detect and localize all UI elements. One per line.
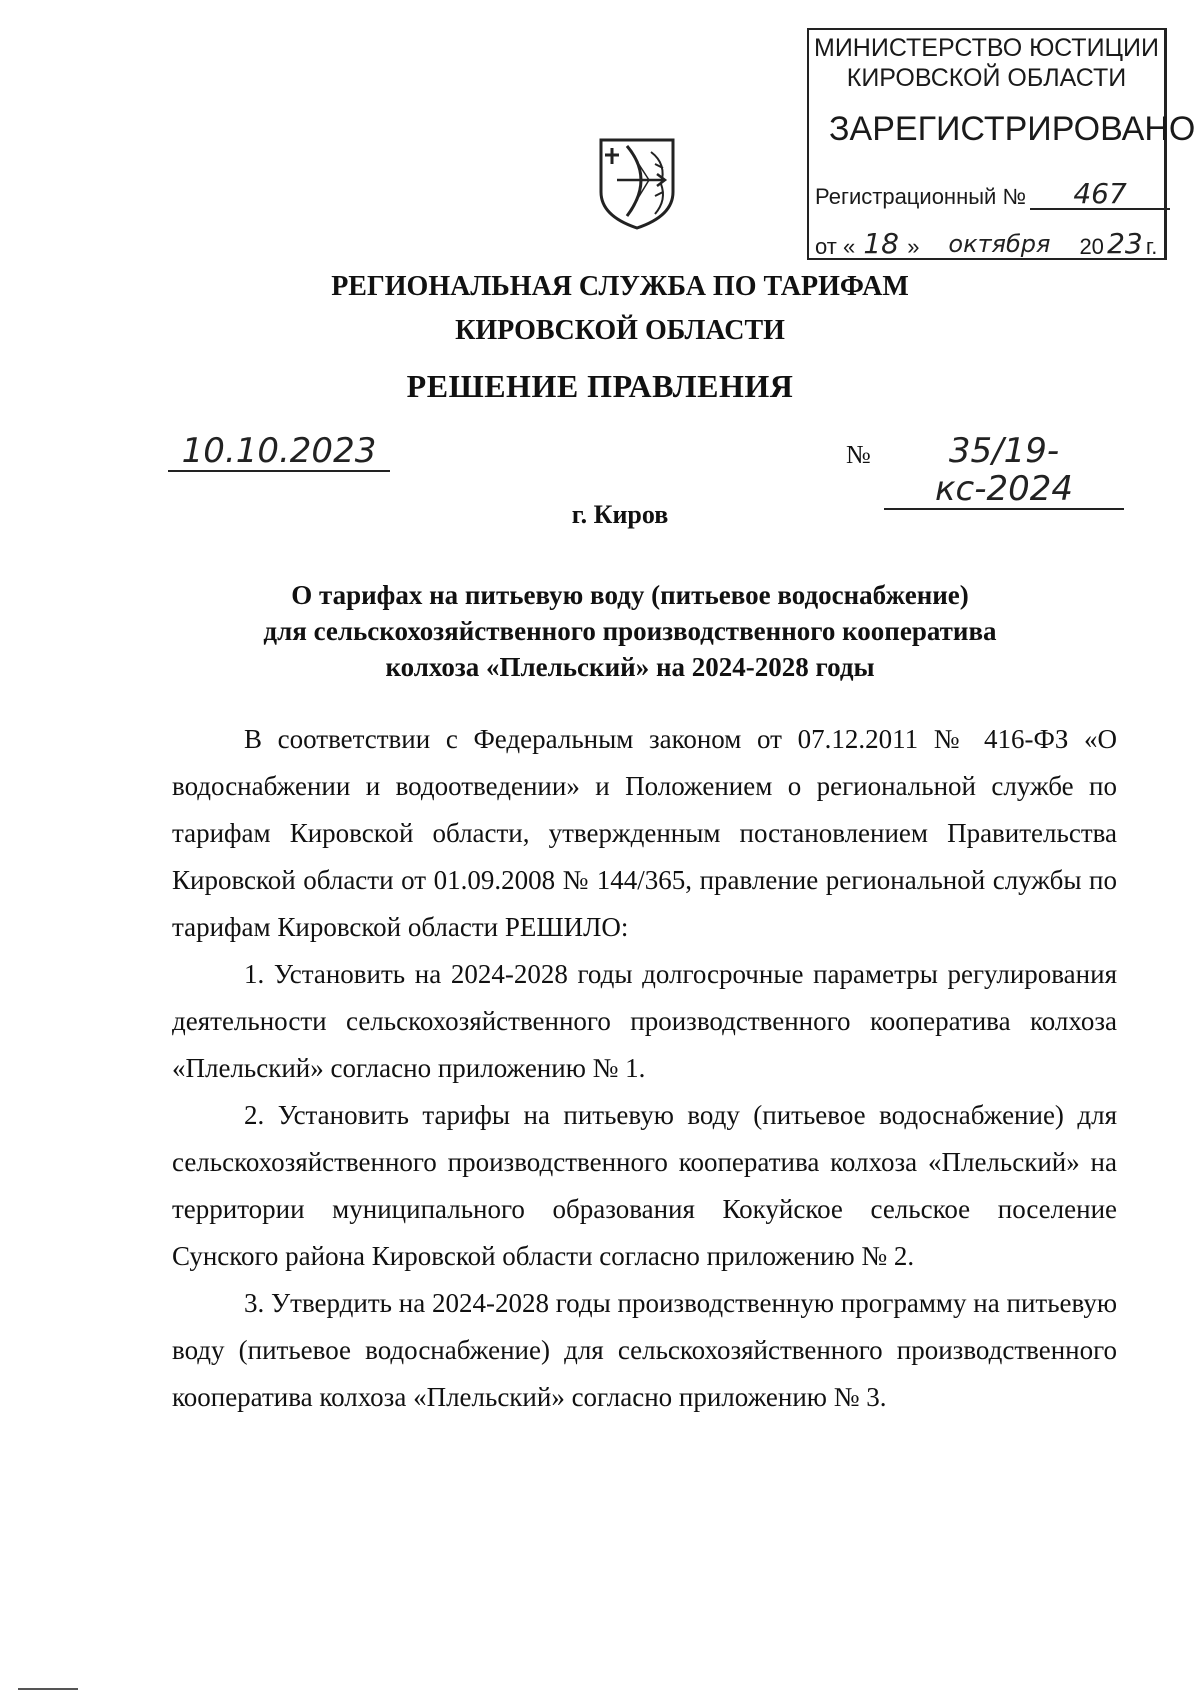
decision-number-label: № (846, 440, 871, 469)
stamp-region-line: КИРОВСКОЙ ОБЛАСТИ (846, 64, 1127, 92)
org-line-1: РЕГИОНАЛЬНАЯ СЛУЖБА ПО ТАРИФАМ (331, 271, 909, 302)
stamp-reg-number: 467 (1030, 180, 1170, 210)
stamp-registration-row (815, 177, 1170, 210)
stamp-date-row (815, 227, 1158, 260)
subject-line-1: О тарифах на питьевую воду (питьевое водоснабжение) (291, 580, 969, 610)
stamp-date-year-prefix: 20 (1079, 234, 1104, 259)
city: г. Киров (571, 500, 669, 529)
item-1-paragraph: 1. Установить на 2024-2028 годы долгосрочные параметры регулирования деятельности сельскохозяйственного производственного кооператива колхоза «Плельский» согласно приложению № 1. (172, 959, 1117, 1083)
registration-stamp (807, 28, 1196, 260)
organization-name (40, 265, 1200, 353)
decision-number: 35/19-кс-2024 (884, 432, 1124, 510)
preamble-paragraph: В соответствии с Федеральным законом от 07.12.2011 № 416-ФЗ «О водоснабжении и водоотведении» и Положением о региональной службе по тарифам Кировской области, утвержденным постановлением Правительства Кировской области от 01.09.2008 № 144/365, правление региональной службы по тарифам Кировской области РЕШИЛО: (172, 724, 1117, 942)
item-2-paragraph: 2. Установить тарифы на питьевую воду (питьевое водоснабжение) для сельскохозяйственного производственного кооператива колхоза «Плельский» на территории муниципального образования Кокуйское сельское поселение Сунского района Кировской области согласно приложению № 2. (172, 1100, 1117, 1271)
stamp-date-prefix: от « (815, 234, 856, 259)
document-body (172, 716, 1117, 1421)
org-line-2: КИРОВСКОЙ ОБЛАСТИ (455, 315, 785, 346)
subject-line-3: колхоза «Плельский» на 2024-2028 годы (385, 652, 875, 682)
stamp-ministry-line: МИНИСТЕРСТВО ЮСТИЦИИ (814, 34, 1159, 62)
document-subject (60, 577, 1200, 685)
subject-line-2: для сельскохозяйственного производственного кооператива (263, 616, 997, 646)
document-type: РЕШЕНИЕ ПРАВЛЕНИЯ (406, 368, 794, 404)
stamp-date-day: 18 (855, 230, 907, 260)
stamp-date-year: 23 (1104, 230, 1146, 260)
decision-date: 10.10.2023 (168, 432, 390, 472)
stamp-date-mid: » (907, 234, 920, 259)
stamp-date-month: октября (919, 230, 1079, 260)
item-3-paragraph: 3. Утвердить на 2024-2028 годы производственную программу на питьевую воду (питьевое водоснабжение) для сельскохозяйственного производственного кооператива колхоза «Плельский» согласно приложению № 3. (172, 1288, 1117, 1412)
stamp-reg-label: Регистрационный № (815, 184, 1027, 209)
stamp-date-suffix: г. (1145, 234, 1158, 259)
scan-edge-mark (18, 1688, 78, 1690)
coat-of-arms-icon (597, 134, 677, 230)
stamp-registered-line: ЗАРЕГИСТРИРОВАНО (829, 110, 1196, 148)
